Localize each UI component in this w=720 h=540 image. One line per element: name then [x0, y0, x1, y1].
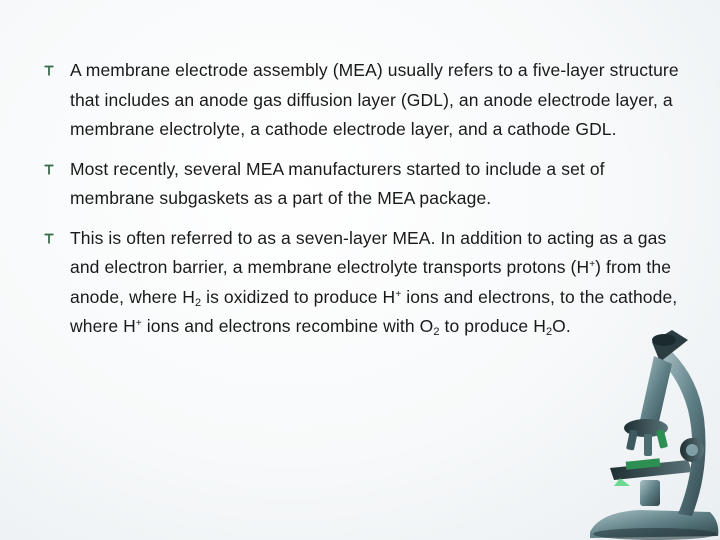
- subscript-2: 2: [545, 326, 553, 338]
- bullet-text: [70, 56, 690, 145]
- text-run: ) from the anode, where H: [70, 257, 672, 307]
- bullet-text: [70, 155, 690, 214]
- text-run: ions and electrons recombine with O: [141, 316, 434, 336]
- text-run: A membrane electrode assembly (MEA) usually refers to a five-layer structure that includes an anode gas diffusion layer (GDL), an anode electrode layer, a membrane electrolyte, a cathode electrode layer, and a cathode GDL.: [70, 60, 679, 139]
- text-run: is oxidized to produce H: [201, 286, 396, 307]
- text-run: This is often referred to as a seven-layer MEA. In addition to acting as a gas and electron barrier, a membrane electrolyte transports protons (H: [70, 227, 667, 277]
- bullet-marker-icon: [44, 233, 54, 244]
- microscope-icon: [560, 300, 720, 540]
- bullet-item-subgaskets: [40, 155, 690, 214]
- bullet-item-mea-definition: [40, 56, 690, 145]
- text-run: O.: [552, 316, 571, 336]
- superscript-plus: +: [135, 318, 142, 329]
- bullet-marker-icon: [44, 65, 54, 76]
- subscript-2: 2: [433, 326, 440, 338]
- text-run: Most recently, several MEA manufacturers started to include a set of membrane subgaskets as a part of the MEA package.: [70, 158, 605, 208]
- subscript-2: 2: [194, 296, 202, 309]
- bullet-marker-icon: [44, 164, 54, 175]
- text-run: to produce H: [439, 316, 546, 336]
- text-run: ions and electrons, to the cathode, where H: [70, 286, 678, 336]
- superscript-plus: +: [395, 288, 402, 300]
- superscript-plus: +: [589, 259, 596, 270]
